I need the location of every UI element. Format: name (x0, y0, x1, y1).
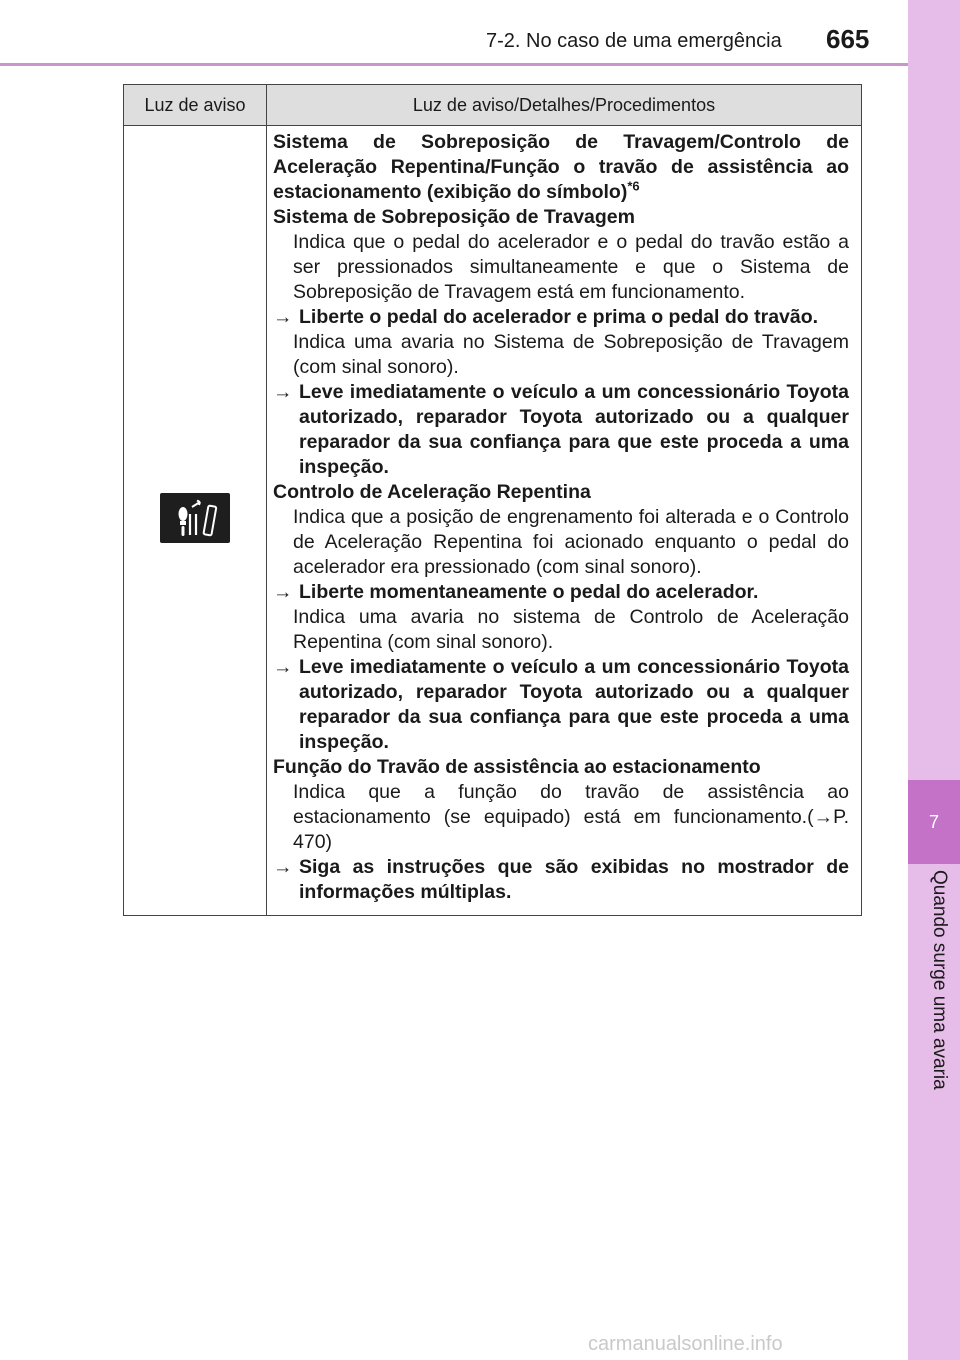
section-description: Indica uma avaria no sistema de Controlo de Aceleração Repentina (com sinal sonoro). (293, 606, 849, 653)
footnote-marker: *6 (627, 178, 640, 194)
chapter-number: 7 (908, 780, 960, 864)
brake-override-pedal-icon (160, 493, 230, 543)
page-number: 665 (826, 24, 870, 54)
section-action: → Leve imediatamente o veículo a um concessionário Toyota autorizado, reparador Toyota autorizado ou a qualquer reparador da sua confiança para que este proceda a uma inspeção. (273, 381, 849, 478)
watermark: carmanualsonline.info (588, 1333, 783, 1355)
arrow-icon: → (273, 856, 293, 878)
section-title: 7-2. No caso de uma emergência (486, 30, 782, 52)
section-description: Indica que a posição de engrenamento foi alterada e o Controlo de Aceleração Repentina foi acionado enquanto o pedal do acelerador era pressionado (com sinal sonoro). (293, 506, 849, 578)
section-description: Indica uma avaria no Sistema de Sobreposição de Travagem (com sinal sonoro). (293, 331, 849, 378)
table-header-row (124, 85, 862, 126)
section-heading: Função do Travão de assistência ao estacionamento (273, 756, 761, 778)
arrow-icon: → (273, 381, 293, 403)
chapter-title: Quando surge uma avaria (929, 870, 950, 1090)
section-action: → Liberte o pedal do acelerador e prima o pedal do travão. (273, 306, 819, 328)
arrow-icon: → (273, 306, 293, 328)
table-row (124, 126, 862, 916)
section-description: Indica que a função do travão de assistência ao estacionamento (se equipado) está em funcionamento.(→P. 470) (293, 781, 849, 853)
details-cell (267, 126, 862, 916)
section-description: Indica que o pedal do acelerador e o pedal do travão estão a ser pressionados simultaneamente e que o Sistema de Sobreposição de Travagem está em funcionamento. (293, 231, 849, 303)
col-header-details: Luz de aviso/Detalhes/Procedimentos (267, 85, 862, 126)
section-heading: Sistema de Sobreposição de Travagem (273, 206, 635, 228)
header-divider (0, 63, 908, 66)
section-action: → Liberte momentaneamente o pedal do acelerador. (273, 581, 759, 603)
arrow-icon: → (273, 581, 293, 603)
arrow-icon: → (273, 656, 293, 678)
warning-light-table (123, 84, 862, 916)
chapter-side-tab (908, 0, 960, 1360)
warning-title: Sistema de Sobreposição de Travagem/Controlo de Aceleração Repentina/Função o travão de assistência ao estacionamento (exibição do símbolo)$^{*6}$ (273, 131, 849, 203)
col-header-warning-light: Luz de aviso (124, 85, 267, 126)
icon-cell (124, 126, 267, 916)
section-heading: Controlo de Aceleração Repentina (273, 481, 591, 503)
section-action: → Leve imediatamente o veículo a um concessionário Toyota autorizado, reparador Toyota autorizado ou a qualquer reparador da sua confiança para que este proceda a uma inspeção. (273, 656, 849, 753)
section-action: → Siga as instruções que são exibidas no mostrador de informações múltiplas. (273, 856, 849, 903)
